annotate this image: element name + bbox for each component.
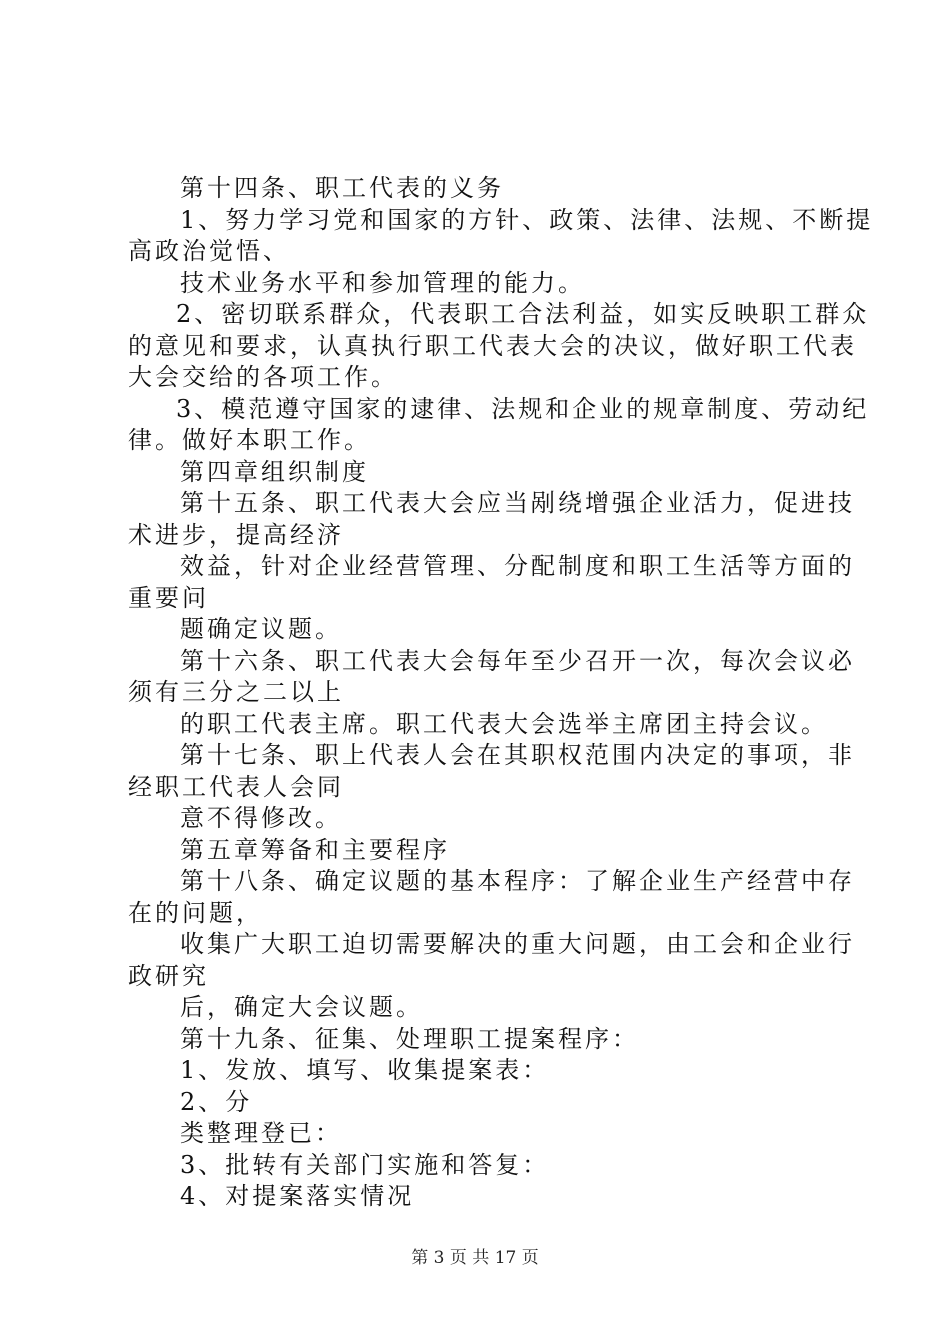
text-line: 的意见和要求，认真执行职工代表大会的决议，做好职工代表 <box>128 331 857 360</box>
text-line: 第十九条、征集、处理职工提案程序： <box>180 1024 639 1053</box>
text-line: 3、模范遵守国家的逮律、法规和企业的规章制度、劳动纪 <box>176 394 870 423</box>
page-number-footer: 第 3 页 共 17 页 <box>411 1248 539 1268</box>
text-line: 1、努力学习党和国家的方针、政策、法律、法规、不断提 <box>180 205 874 234</box>
text-line: 高政治觉悟、 <box>128 237 290 265</box>
text-line: 第十六条、职工代表大会每年至少召开一次，每次会议必 <box>180 646 855 675</box>
text-line: 第十五条、职工代表大会应当剐绕增强企业活力，促进技 <box>180 489 855 517</box>
text-line: 术进步，提高经济 <box>128 520 344 549</box>
text-line: 的职工代表主席。职工代表大会选举主席团主持会议。 <box>180 709 828 738</box>
text-line: 律。做好本职工作。 <box>128 426 371 454</box>
text-line: 2、分 <box>180 1087 253 1116</box>
text-line: 重要问 <box>128 583 209 612</box>
text-line: 在的问题， <box>128 898 263 927</box>
chapter-heading: 第四章组织制度 <box>180 457 369 486</box>
text-line: 第十八条、确定议题的基本程序：了解企业生产经营中存 <box>180 867 855 895</box>
chapter-heading: 第五章筹备和主要程序 <box>180 835 450 864</box>
document-body <box>128 173 874 1213</box>
text-line: 政研究 <box>128 961 209 990</box>
text-line: 2、密切联系群众，代表职工合法利益，如实反映职工群众 <box>176 300 870 328</box>
text-line: 须有三分之二以上 <box>128 678 344 706</box>
text-line: 效益，针对企业经营管理、分配制度和职工生活等方面的 <box>180 552 855 580</box>
text-line: 大会交给的各项工作。 <box>128 363 398 391</box>
text-line: 收集广大职工迫切需要解决的重大问题，由工会和企业行 <box>180 930 855 958</box>
text-line: 3、批转有关部门实施和答复： <box>180 1150 550 1179</box>
text-line: 后，确定大会议题。 <box>180 993 423 1021</box>
text-line: 技术业务水平和参加管理的能力。 <box>180 268 585 297</box>
text-line: 第十七条、职上代表人会在其职权范围内决定的事项，非 <box>180 741 855 769</box>
text-line: 题确定议题。 <box>180 615 342 643</box>
text-line: 第十四条、职工代表的义务 <box>180 174 504 202</box>
text-line: 经职工代表人会同 <box>128 772 344 801</box>
text-line: 类整理登已： <box>180 1119 342 1147</box>
text-line: 4、对提案落实情况 <box>180 1182 415 1210</box>
text-line: 意不得修改。 <box>180 804 342 832</box>
text-line: 1、发放、填写、收集提案表： <box>180 1056 550 1084</box>
